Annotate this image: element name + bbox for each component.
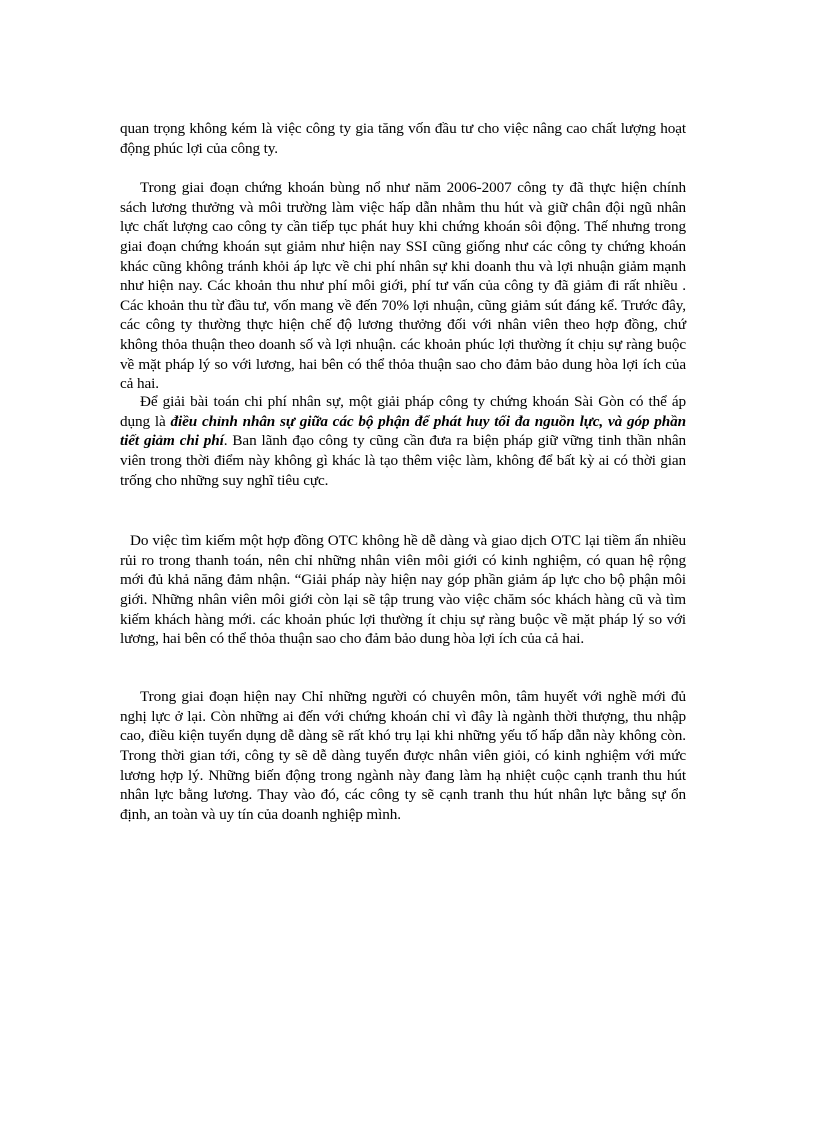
paragraph-welfare-investment: quan trọng không kém là việc công ty gia tăng vốn đầu tư cho việc nâng cao chất lượng hoạt động phúc lợi của công ty. [120,120,686,157]
paragraph-personnel-solution [120,392,686,490]
paragraph-personnel-solution-end: . Ban lãnh đạo công ty cũng cần đưa ra biện pháp giữ vững tinh thần nhân viên trong thời điểm này không gì khác là tạo thêm việc làm, không để bất kỳ ai có thời gian trống cho những suy nghĩ tiêu cực. [120,432,687,489]
paragraph-current-period: Trong giai đoạn hiện nay Chỉ những người có chuyên môn, tâm huyết với nghề mới đủ nghị lực ở lại. Còn những ai đến với chứng khoán chỉ vì đây là ngành thời thượng, thu nhập cao, điều kiện tuyển dụng dễ dàng sẽ rất khó trụ lại khi những yếu tố hấp dẫn này không còn. Trong thời gian tới, công ty sẽ dễ dàng tuyển được nhân viên giỏi, có kinh nghiệm với mức lương hợp lý. Những biến động trong ngành này đang làm hạ nhiệt cuộc cạnh tranh thu hút nhân lực bằng lương. Thay vào đó, các công ty sẽ cạnh tranh thu hút nhân lực bằng sự ổn định, an toàn và uy tín của doanh nghiệp mình. [120,688,686,823]
paragraph-personnel-solution-intro: Để giải bài toán chi phí nhân sự, một giải pháp công ty chứng khoán Sài Gòn có thể áp dụng là [120,393,686,430]
paragraph-otc-brokers: Do việc tìm kiếm một hợp đồng OTC không hề dễ dàng và giao dịch OTC lại tiềm ẩn nhiều rủi ro trong thanh toán, nên chỉ những nhân viên môi giới có kinh nghiệm, có quan hệ rộng mới đủ khả năng đảm nhận. “Giải pháp này hiện nay góp phần giảm áp lực cho bộ phận môi giới. Những nhân viên môi giới còn lại sẽ tập trung vào việc chăm sóc khách hàng cũ và tìm kiếm khách hàng mới. các khoản phúc lợi thường ít chịu sự ràng buộc về mặt pháp lý so với lương, hai bên có thể thỏa thuận sao cho đảm bảo dung hòa lợi ích của cả hai. [120,532,686,648]
emphasized-solution-text: điều chỉnh nhân sự giữa các bộ phận để phát huy tối đa nguồn lực, và góp phần tiết giảm chi phí [120,412,686,450]
paragraph-salary-policy: Trong giai đoạn chứng khoán bùng nổ như năm 2006-2007 công ty đã thực hiện chính sách lương thưởng và môi trường làm việc hấp dẫn nhằm thu hút và giữ chân đội ngũ nhân lực chất lượng cao công ty cần tiếp tục phát huy khi chứng khoán sôi động. Thế nhưng trong giai đoạn chứng khoán sụt giảm như hiện nay SSI cũng giống như các công ty chứng khoán khác cũng không tránh khỏi áp lực về chi phí nhân sự khi doanh thu và lợi nhuận giảm mạnh như hiện nay. Các khoản thu như phí môi giới, phí tư vấn của công ty đã giảm đi rất nhiều . Các khoản thu từ đầu tư, vốn mang về đến 70% lợi nhuận, cũng giảm sút đáng kể. Trước đây, các công ty thường thực hiện chế độ lương thưởng đối với nhân viên theo hợp đồng, chứ không thỏa thuận theo doanh số và lợi nhuận. các khoản phúc lợi thường ít chịu sự ràng buộc về mặt pháp lý so với lương, hai bên có thể thỏa thuận sao cho đảm bảo dung hòa lợi ích của cả hai. [120,179,686,393]
